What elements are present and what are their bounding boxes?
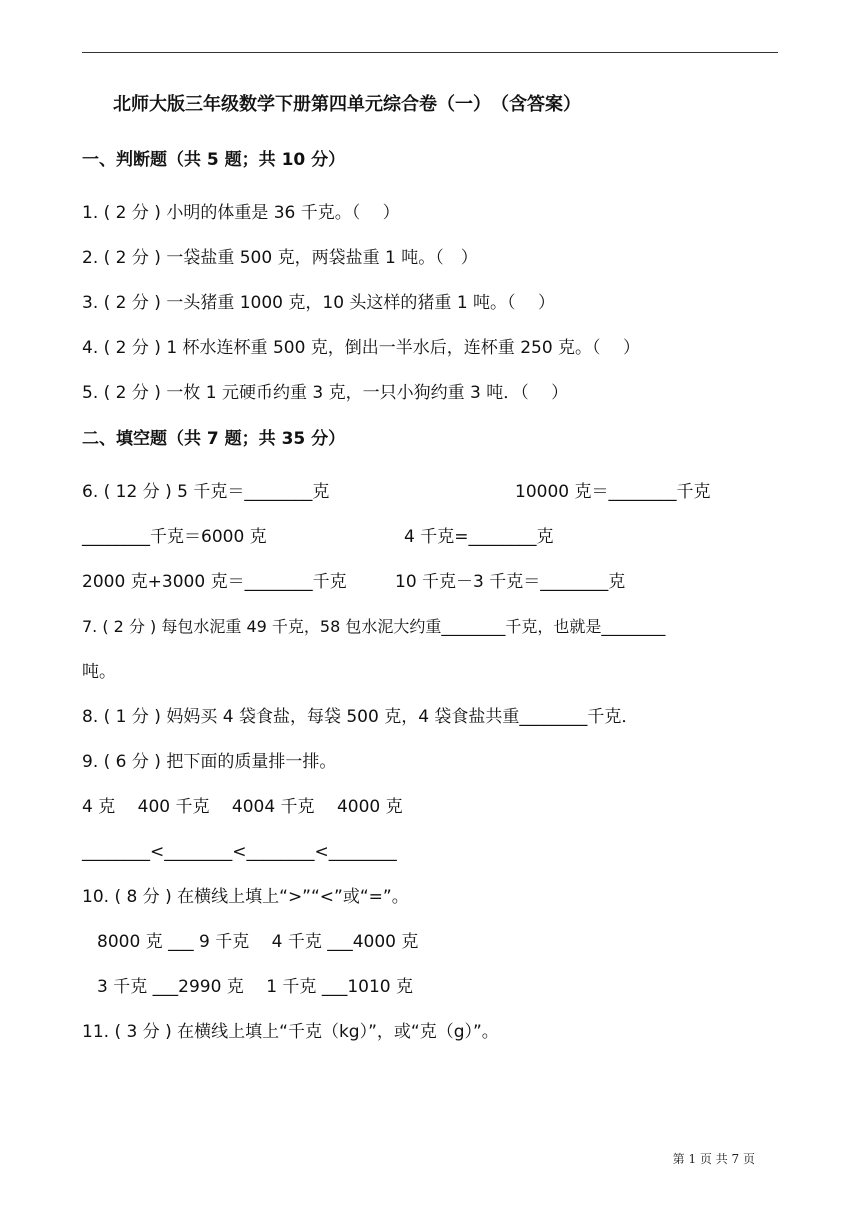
question-7-line-1: 7. ( 2 分 ) 每包水泥重 49 千克，58 包水泥大约重________千克，也就是________ xyxy=(82,617,666,636)
question-11: 11. ( 3 分 ) 在横线上填上“千克（kg）”，或“克（g）”。 xyxy=(82,1022,499,1042)
question-5: 5. ( 2 分 ) 一枚 1 元硬币约重 3 克，一只小狗约重 3 吨．（ ） xyxy=(82,383,569,403)
question-2: 2. ( 2 分 ) 一袋盐重 500 克，两袋盐重 1 吨。（ ） xyxy=(82,248,478,268)
question-9-stem: 9. ( 6 分 ) 把下面的质量排一排。 xyxy=(82,752,337,772)
header-rule xyxy=(82,52,778,53)
question-6-part-e: 2000 克+3000 克＝________千克 xyxy=(82,572,347,592)
question-6-part-b: 10000 克＝________千克 xyxy=(515,482,711,502)
question-3: 3. ( 2 分 ) 一头猪重 1000 克，10 头这样的猪重 1 吨。（ ） xyxy=(82,293,555,313)
question-6-part-d: 4 千克=________克 xyxy=(404,527,554,547)
question-6-part-f: 10 千克－3 千克＝________克 xyxy=(395,572,626,592)
question-10-row-1: 8000 克 ___ 9 千克 4 千克 ___4000 克 xyxy=(97,932,419,952)
question-7-line-2: 吨。 xyxy=(82,662,116,682)
document-title: 北师大版三年级数学下册第四单元综合卷（一） （含答案） xyxy=(113,94,581,115)
question-10-row-2: 3 千克 ___2990 克 1 千克 ___1010 克 xyxy=(97,977,413,997)
page-footer: 第 1 页 共 7 页 xyxy=(672,1152,755,1166)
question-6-part-c: ________千克＝6000 克 xyxy=(82,527,267,547)
question-9-blanks: ________<________<________<________ xyxy=(82,842,397,862)
question-9-items: 4 克 400 千克 4004 千克 4000 克 xyxy=(82,797,403,817)
question-1: 1. ( 2 分 ) 小明的体重是 36 千克。（ ） xyxy=(82,203,400,223)
section-heading-judgement: 一、判断题（共 5 题；共 10 分） xyxy=(82,150,346,170)
section-heading-fill-in: 二、填空题（共 7 题；共 35 分） xyxy=(82,429,346,449)
question-8: 8. ( 1 分 ) 妈妈买 4 袋食盐，每袋 500 克，4 袋食盐共重________千克． xyxy=(82,707,639,727)
question-4: 4. ( 2 分 ) 1 杯水连杯重 500 克，倒出一半水后，连杯重 250 克。（ ） xyxy=(82,338,640,358)
question-6-part-a: 6. ( 12 分 ) 5 千克＝________克 xyxy=(82,482,330,502)
question-10-stem: 10. ( 8 分 ) 在横线上填上“>”“<”或“=”。 xyxy=(82,887,409,907)
